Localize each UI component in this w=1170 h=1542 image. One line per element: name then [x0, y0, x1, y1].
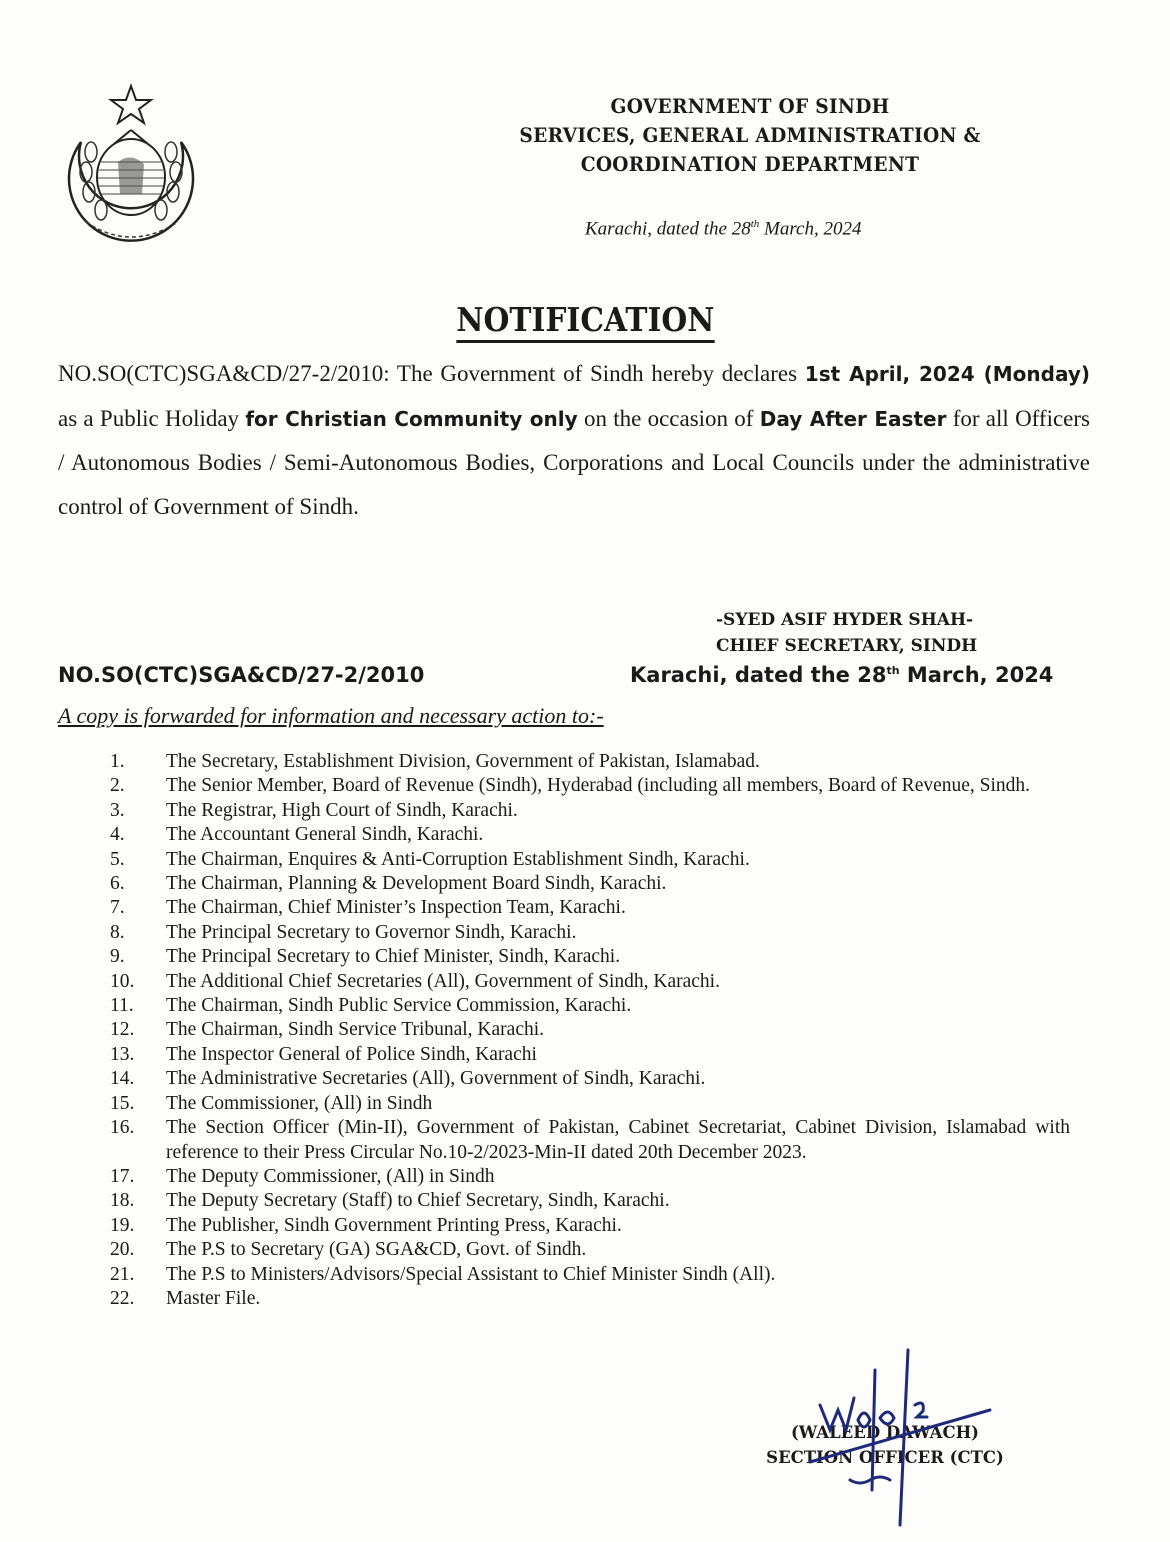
body-text-4: for all Officers / Autonomous Bodies / Semi-Autonomous Bodies, Corporations and Local Councils under the administrative control of Government of Sindh. — [58, 405, 1090, 519]
list-item-number: 22. — [110, 1287, 135, 1309]
copy-date-prefix: Karachi, dated the 28 — [630, 663, 887, 687]
department-header — [470, 92, 1030, 179]
list-item — [110, 872, 1070, 896]
list-item-number: 5. — [110, 848, 125, 870]
list-item-text: The Administrative Secretaries (All), Government of Sindh, Karachi. — [166, 1068, 706, 1090]
header-date-prefix: Karachi, dated the 28 — [585, 218, 751, 240]
body-text-3: on the occasion of — [577, 405, 760, 431]
list-item — [110, 750, 1070, 774]
list-item-number: 15. — [110, 1092, 135, 1114]
list-item — [110, 1018, 1070, 1042]
body-text-1: The Government of Sindh hereby declares — [389, 361, 805, 386]
list-item-text: The Secretary, Establishment Division, Government of Pakistan, Islamabad. — [166, 751, 760, 772]
list-item — [110, 1238, 1070, 1262]
list-item-text: The Chairman, Sindh Public Service Commission, Karachi. — [166, 995, 632, 1017]
chief-secretary-signer — [716, 607, 977, 659]
notification-title-text: NOTIFICATION — [456, 300, 714, 343]
list-item-text: The Deputy Commissioner, (All) in Sindh — [166, 1165, 495, 1187]
list-item-number: 21. — [110, 1263, 135, 1285]
list-item — [110, 799, 1070, 823]
list-item — [110, 1067, 1070, 1091]
list-item-number: 20. — [110, 1239, 135, 1261]
signer-designation: CHIEF SECRETARY, SINDH — [716, 636, 978, 656]
list-item — [110, 1189, 1070, 1213]
list-item-text: The Section Officer (Min-II), Government of Pakistan, Cabinet Secretariat, Cabinet Division, Islamabad with reference to their Press Circular No.10-2/2023-Min-II dated 20th December 2023. — [166, 1117, 1070, 1163]
list-item-text: Master File. — [166, 1287, 261, 1309]
list-item-text: The Chairman, Sindh Service Tribunal, Karachi. — [166, 1019, 545, 1041]
list-item-number: 17. — [110, 1165, 135, 1187]
section-officer-name: (WALEED DAWACH) — [791, 1423, 979, 1442]
signer-name: -SYED ASIF HYDER SHAH- — [716, 610, 974, 630]
notification-ref-no: NO.SO(CTC)SGA&CD/27-2/2010: — [58, 361, 390, 386]
list-item-text: The Commissioner, (All) in Sindh — [166, 1092, 433, 1114]
recipient-list — [110, 750, 1070, 1311]
list-item — [110, 823, 1070, 847]
list-item-text: The P.S to Ministers/Advisors/Special Assistant to Chief Minister Sindh (All). — [166, 1263, 776, 1285]
section-officer-designation: SECTION OFFICER (CTC) — [766, 1448, 1004, 1467]
list-item — [110, 1165, 1070, 1189]
list-item — [110, 774, 1070, 798]
list-item — [110, 1116, 1070, 1165]
list-item-number: 4. — [110, 824, 125, 846]
list-item-text: The Senior Member, Board of Revenue (Sindh), Hyderabad (including all members, Board of Revenue, Sindh. — [166, 775, 1031, 797]
list-item — [110, 1043, 1070, 1067]
list-item-text: The Chairman, Planning & Development Board Sindh, Karachi. — [166, 873, 667, 895]
list-item-text: The Additional Chief Secretaries (All), Government of Sindh, Karachi. — [166, 970, 720, 992]
header-line-1: GOVERNMENT OF SINDH — [610, 94, 890, 118]
list-item — [110, 1214, 1070, 1238]
list-item — [110, 945, 1070, 969]
list-item-text: The Publisher, Sindh Government Printing Press, Karachi. — [166, 1214, 622, 1236]
list-item-text: The Chairman, Enquires & Anti-Corruption Establishment Sindh, Karachi. — [166, 848, 750, 870]
list-item — [110, 921, 1070, 945]
list-item-text: The Principal Secretary to Governor Sindh, Karachi. — [166, 921, 577, 943]
list-item-number: 8. — [110, 921, 125, 943]
list-item-text: The Registrar, High Court of Sindh, Karachi. — [166, 799, 518, 821]
list-item — [110, 896, 1070, 920]
list-item-number: 1. — [110, 751, 125, 772]
notification-title — [0, 300, 1170, 343]
notification-body — [58, 352, 1090, 528]
list-item — [110, 970, 1070, 994]
copy-date-suffix: March, 2024 — [899, 663, 1054, 687]
list-item-number: 10. — [110, 970, 135, 992]
list-item-number: 14. — [110, 1068, 135, 1090]
list-item-number: 18. — [110, 1190, 135, 1212]
holiday-occasion: Day After Easter — [759, 406, 947, 431]
sindh-emblem-icon — [56, 82, 206, 257]
list-item-number: 7. — [110, 897, 125, 919]
header-line-3: COORDINATION DEPARTMENT — [580, 152, 920, 176]
list-item-number: 2. — [110, 775, 125, 797]
list-item-text: The P.S to Secretary (GA) SGA&CD, Govt. of Sindh. — [166, 1239, 587, 1261]
list-item-number: 9. — [110, 946, 125, 968]
header-date-suffix: March, 2024 — [759, 218, 862, 240]
copy-date-sup: th — [886, 664, 900, 677]
holiday-date: 1st April, 2024 (Monday) — [804, 362, 1091, 386]
list-item-number: 13. — [110, 1043, 135, 1065]
list-item-number: 16. — [110, 1117, 135, 1139]
header-date — [585, 218, 861, 240]
holiday-community: for Christian Community only — [245, 406, 578, 431]
forward-heading: A copy is forwarded for information and necessary action to:- — [58, 703, 604, 728]
list-item-number: 12. — [110, 1019, 135, 1041]
list-item-text: The Deputy Secretary (Staff) to Chief Secretary, Sindh, Karachi. — [166, 1190, 670, 1212]
handwritten-signature-icon — [780, 1330, 1020, 1530]
list-item-number: 11. — [110, 995, 134, 1017]
list-item — [110, 848, 1070, 872]
list-item-text: The Accountant General Sindh, Karachi. — [166, 824, 484, 846]
list-item — [110, 1092, 1070, 1116]
list-item — [110, 994, 1070, 1018]
list-item-text: The Inspector General of Police Sindh, Karachi — [166, 1043, 537, 1065]
copy-ref-no: NO.SO(CTC)SGA&CD/27-2/2010 — [58, 663, 425, 687]
header-date-sup: th — [750, 218, 760, 230]
list-item — [110, 1287, 1070, 1311]
body-text-2: as a Public Holiday — [58, 405, 246, 431]
list-item-number: 6. — [110, 873, 125, 895]
list-item-text: The Principal Secretary to Chief Minister, Sindh, Karachi. — [166, 946, 621, 968]
list-item-number: 3. — [110, 799, 125, 821]
list-item-text: The Chairman, Chief Minister’s Inspection Team, Karachi. — [166, 897, 626, 919]
copy-date — [630, 663, 1053, 687]
header-line-2: SERVICES, GENERAL ADMINISTRATION & — [519, 123, 981, 147]
list-item-number: 19. — [110, 1214, 135, 1236]
list-item — [110, 1263, 1070, 1287]
